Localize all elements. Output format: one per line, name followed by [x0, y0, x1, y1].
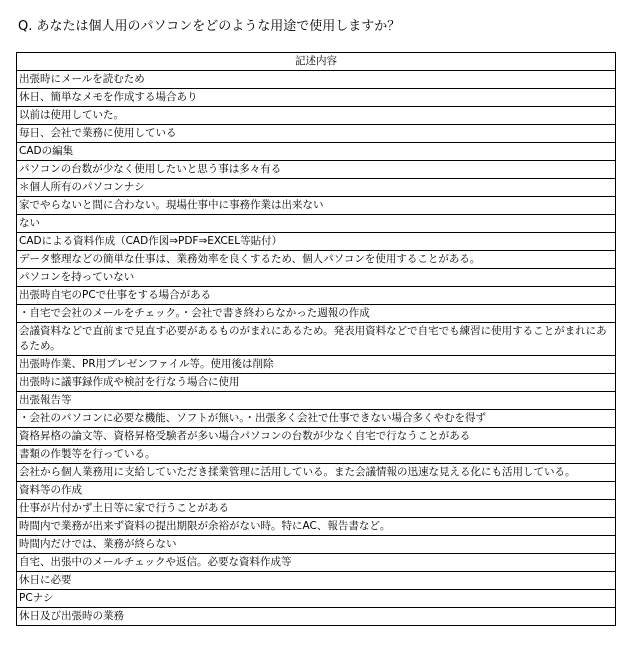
table-row [17, 464, 616, 482]
table-row [17, 233, 616, 251]
table-cell: 仕事が片付かず土日等に家で行うことがある [17, 500, 616, 518]
table-cell: 会議資料などで直前まで見直す必要があるものがまれにあるため。発表用資料などで自宅でも練習に使用することがまれにあるため。 [17, 323, 616, 356]
table-cell: 時間内で業務が出来ず資料の提出期限が余裕がない時。特にAC、報告書など。 [17, 518, 616, 536]
table-row [17, 428, 616, 446]
table-cell: 資料等の作成 [17, 482, 616, 500]
table-cell: PCナシ [17, 590, 616, 608]
table-header-row [17, 53, 616, 71]
table-cell: 自宅、出張中のメールチェックや返信。必要な資料作成等 [17, 554, 616, 572]
table-row [17, 89, 616, 107]
table-cell: CADによる資料作成（CAD作図⇒PDF⇒EXCEL等貼付） [17, 233, 616, 251]
table-cell: 資格昇格の論文等、資格昇格受験者が多い場合パソコンの台数が少なく自宅で行なうことがある [17, 428, 616, 446]
table-row [17, 251, 616, 269]
table-row [17, 356, 616, 374]
table-row [17, 143, 616, 161]
table-row [17, 536, 616, 554]
table-cell: 休日、簡単なメモを作成する場合あり [17, 89, 616, 107]
table-cell: 会社から個人業務用に支給していただき揉業管理に活用している。また会議情報の迅速な見える化にも活用している。 [17, 464, 616, 482]
table-cell: 出張時に議事録作成や検討を行なう場合に使用 [17, 374, 616, 392]
table-row [17, 179, 616, 197]
table-row [17, 161, 616, 179]
table-row [17, 323, 616, 356]
table-row [17, 518, 616, 536]
table-row [17, 107, 616, 125]
table-cell: 休日に必要 [17, 572, 616, 590]
table-cell: データ整理などの簡単な仕事は、業務効率を良くするため、個人パソコンを使用することがある。 [17, 251, 616, 269]
table-row [17, 410, 616, 428]
table-cell: CADの編集 [17, 143, 616, 161]
table-cell: ・会社のパソコンに必要な機能、ソフトが無い。・出張多く会社で仕事できない場合多くやむを得ず [17, 410, 616, 428]
table-cell: 書類の作製等を行っている。 [17, 446, 616, 464]
table-cell: 出張時にメールを読むため [17, 71, 616, 89]
table-cell: パソコンの台数が少なく使用したいと思う事は多々有る [17, 161, 616, 179]
table-row [17, 608, 616, 626]
responses-table [16, 52, 616, 626]
question-title: Q. あなたは個人用のパソコンをどのような用途で使用しますか？ [18, 19, 401, 34]
table-row [17, 590, 616, 608]
table-cell: 休日及び出張時の業務 [17, 608, 616, 626]
table-row [17, 71, 616, 89]
table-row [17, 572, 616, 590]
table-cell: 以前は使用していた。 [17, 107, 616, 125]
table-row [17, 269, 616, 287]
table-cell: パソコンを持っていない [17, 269, 616, 287]
table-row [17, 554, 616, 572]
table-cell: ない [17, 215, 616, 233]
table-header: 記述内容 [17, 53, 616, 71]
table-cell: 出張報告等 [17, 392, 616, 410]
table-row [17, 215, 616, 233]
table-cell: 出張時作業、PR用プレゼンファイル等。使用後は削除 [17, 356, 616, 374]
table-row [17, 197, 616, 215]
table-row [17, 482, 616, 500]
table-row [17, 305, 616, 323]
table-cell: 出張時自宅のPCで仕事をする場合がある [17, 287, 616, 305]
table-row [17, 392, 616, 410]
table-cell: 時間内だけでは、業務が終らない [17, 536, 616, 554]
table-row [17, 500, 616, 518]
table-row [17, 125, 616, 143]
table-row [17, 446, 616, 464]
table-cell: ・自宅で会社のメールをチェック。・会社で書き終わらなかった週報の作成 [17, 305, 616, 323]
table-cell: 毎日、会社で業務に使用している [17, 125, 616, 143]
table-cell: ＊個人所有のパソコンナシ [17, 179, 616, 197]
table-cell: 家でやらないと間に合わない。現場仕事中に事務作業は出来ない [17, 197, 616, 215]
table-row [17, 374, 616, 392]
table-row [17, 287, 616, 305]
